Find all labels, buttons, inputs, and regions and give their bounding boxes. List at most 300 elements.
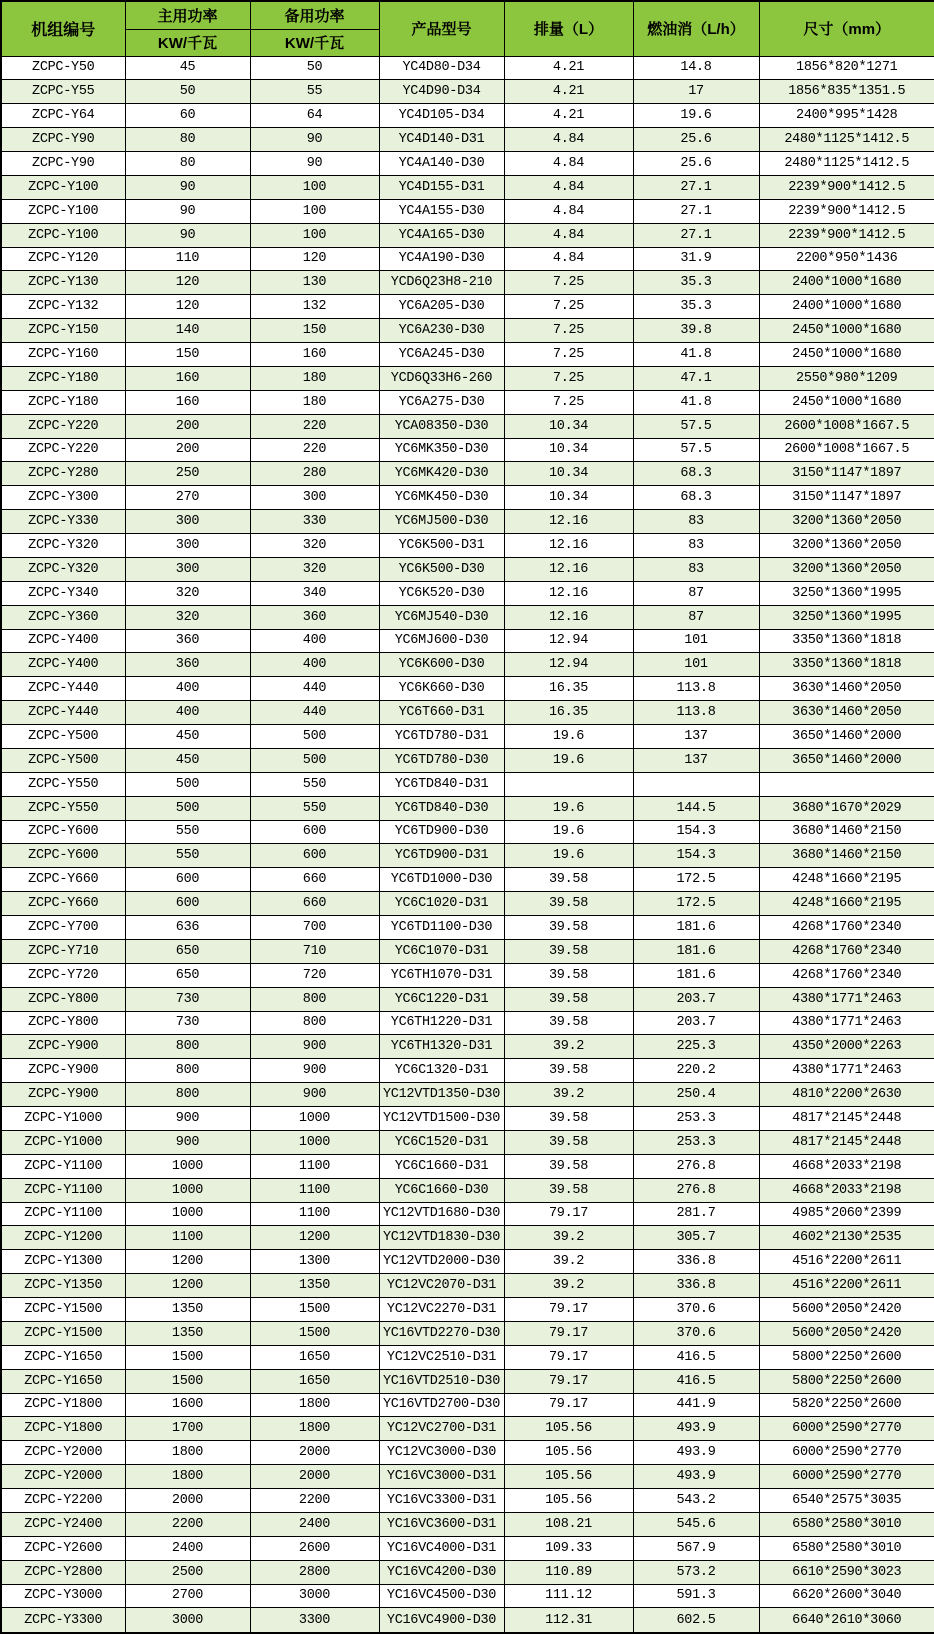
cell-fuel: 87	[633, 581, 759, 605]
cell-main-power: 730	[125, 987, 250, 1011]
cell-unit-id: ZCPC-Y100	[1, 223, 125, 247]
cell-fuel: 57.5	[633, 438, 759, 462]
cell-dimensions: 3680*1460*2150	[759, 844, 934, 868]
table-row	[1, 1130, 934, 1154]
cell-model: YC4D90-D34	[379, 80, 504, 104]
cell-displacement: 12.94	[504, 653, 633, 677]
cell-dimensions: 1856*820*1271	[759, 56, 934, 80]
cell-displacement: 110.89	[504, 1560, 633, 1584]
cell-model: YC12VTD2000-D30	[379, 1250, 504, 1274]
cell-dimensions: 2239*900*1412.5	[759, 175, 934, 199]
table-row	[1, 868, 934, 892]
cell-model: YC16VC3300-D31	[379, 1489, 504, 1513]
cell-standby-power: 600	[250, 820, 379, 844]
cell-standby-power: 500	[250, 748, 379, 772]
cell-model: YC12VC3000-D30	[379, 1441, 504, 1465]
cell-model: YC6TH1220-D31	[379, 1011, 504, 1035]
cell-standby-power: 700	[250, 916, 379, 940]
cell-main-power: 800	[125, 1035, 250, 1059]
table-row	[1, 1441, 934, 1465]
cell-main-power: 1000	[125, 1178, 250, 1202]
cell-displacement: 4.84	[504, 128, 633, 152]
cell-main-power: 1350	[125, 1298, 250, 1322]
table-row	[1, 605, 934, 629]
cell-model: YC6C1020-D31	[379, 892, 504, 916]
cell-displacement: 79.17	[504, 1393, 633, 1417]
table-row	[1, 247, 934, 271]
cell-model: YC4A165-D30	[379, 223, 504, 247]
cell-fuel: 137	[633, 748, 759, 772]
cell-unit-id: ZCPC-Y720	[1, 963, 125, 987]
table-row	[1, 1369, 934, 1393]
cell-displacement: 39.58	[504, 987, 633, 1011]
cell-main-power: 90	[125, 223, 250, 247]
cell-fuel: 305.7	[633, 1226, 759, 1250]
col-header-unit-id: 机组编号	[1, 1, 125, 56]
cell-unit-id: ZCPC-Y1500	[1, 1298, 125, 1322]
cell-dimensions	[759, 772, 934, 796]
cell-main-power: 90	[125, 175, 250, 199]
table-row	[1, 1107, 934, 1131]
cell-standby-power: 710	[250, 939, 379, 963]
cell-unit-id: ZCPC-Y330	[1, 510, 125, 534]
cell-displacement: 19.6	[504, 820, 633, 844]
cell-fuel: 276.8	[633, 1154, 759, 1178]
cell-unit-id: ZCPC-Y360	[1, 605, 125, 629]
cell-main-power: 120	[125, 295, 250, 319]
cell-model: YC6TH1070-D31	[379, 963, 504, 987]
cell-dimensions: 2239*900*1412.5	[759, 223, 934, 247]
cell-standby-power: 220	[250, 414, 379, 438]
cell-displacement: 39.58	[504, 1059, 633, 1083]
cell-main-power: 1000	[125, 1154, 250, 1178]
cell-fuel: 336.8	[633, 1274, 759, 1298]
table-row	[1, 223, 934, 247]
cell-dimensions: 4810*2200*2630	[759, 1083, 934, 1107]
table-row	[1, 1011, 934, 1035]
cell-main-power: 2400	[125, 1536, 250, 1560]
table-row	[1, 1059, 934, 1083]
table-row	[1, 199, 934, 223]
cell-dimensions: 5800*2250*2600	[759, 1345, 934, 1369]
cell-displacement: 79.17	[504, 1345, 633, 1369]
cell-unit-id: ZCPC-Y1350	[1, 1274, 125, 1298]
table-row	[1, 510, 934, 534]
cell-unit-id: ZCPC-Y132	[1, 295, 125, 319]
cell-main-power: 2200	[125, 1512, 250, 1536]
cell-model: YC6C1520-D31	[379, 1130, 504, 1154]
table-row	[1, 653, 934, 677]
cell-standby-power: 440	[250, 677, 379, 701]
cell-displacement	[504, 772, 633, 796]
table-row	[1, 128, 934, 152]
table-row	[1, 1226, 934, 1250]
cell-fuel: 27.1	[633, 223, 759, 247]
cell-standby-power: 2200	[250, 1489, 379, 1513]
table-row	[1, 892, 934, 916]
cell-fuel: 113.8	[633, 701, 759, 725]
cell-unit-id: ZCPC-Y120	[1, 247, 125, 271]
cell-unit-id: ZCPC-Y400	[1, 653, 125, 677]
cell-unit-id: ZCPC-Y400	[1, 629, 125, 653]
cell-fuel: 281.7	[633, 1202, 759, 1226]
cell-main-power: 120	[125, 271, 250, 295]
cell-fuel: 181.6	[633, 963, 759, 987]
cell-standby-power: 90	[250, 128, 379, 152]
cell-dimensions: 4380*1771*2463	[759, 987, 934, 1011]
cell-standby-power: 1800	[250, 1417, 379, 1441]
cell-dimensions: 4380*1771*2463	[759, 1011, 934, 1035]
cell-dimensions: 6540*2575*3035	[759, 1489, 934, 1513]
cell-model: YC6TD1100-D30	[379, 916, 504, 940]
table-row	[1, 629, 934, 653]
cell-standby-power: 100	[250, 223, 379, 247]
table-row	[1, 939, 934, 963]
cell-displacement: 12.16	[504, 534, 633, 558]
cell-unit-id: ZCPC-Y320	[1, 534, 125, 558]
table-row	[1, 844, 934, 868]
cell-displacement: 112.31	[504, 1608, 633, 1633]
cell-dimensions: 2400*1000*1680	[759, 271, 934, 295]
cell-standby-power: 2000	[250, 1465, 379, 1489]
cell-displacement: 7.25	[504, 271, 633, 295]
cell-displacement: 4.84	[504, 199, 633, 223]
cell-dimensions: 5600*2050*2420	[759, 1321, 934, 1345]
cell-dimensions: 2550*980*1209	[759, 366, 934, 390]
cell-standby-power: 3300	[250, 1608, 379, 1633]
cell-model: YC6TD840-D30	[379, 796, 504, 820]
cell-model: YC6C1320-D31	[379, 1059, 504, 1083]
cell-dimensions: 4668*2033*2198	[759, 1154, 934, 1178]
cell-displacement: 39.58	[504, 939, 633, 963]
cell-model: YC6MK420-D30	[379, 462, 504, 486]
cell-displacement: 109.33	[504, 1536, 633, 1560]
cell-fuel: 573.2	[633, 1560, 759, 1584]
table-row	[1, 796, 934, 820]
cell-dimensions: 4268*1760*2340	[759, 963, 934, 987]
cell-main-power: 450	[125, 725, 250, 749]
cell-unit-id: ZCPC-Y2200	[1, 1489, 125, 1513]
cell-unit-id: ZCPC-Y2800	[1, 1560, 125, 1584]
cell-main-power: 80	[125, 152, 250, 176]
cell-dimensions: 4516*2200*2611	[759, 1250, 934, 1274]
cell-model: YC6C1660-D31	[379, 1154, 504, 1178]
cell-main-power: 1500	[125, 1345, 250, 1369]
cell-unit-id: ZCPC-Y440	[1, 701, 125, 725]
cell-dimensions: 3200*1360*2050	[759, 557, 934, 581]
cell-unit-id: ZCPC-Y160	[1, 343, 125, 367]
cell-standby-power: 550	[250, 772, 379, 796]
cell-fuel: 101	[633, 653, 759, 677]
cell-model: YC16VTD2270-D30	[379, 1321, 504, 1345]
cell-unit-id: ZCPC-Y660	[1, 892, 125, 916]
cell-unit-id: ZCPC-Y1500	[1, 1321, 125, 1345]
cell-dimensions: 2480*1125*1412.5	[759, 128, 934, 152]
cell-standby-power: 330	[250, 510, 379, 534]
cell-dimensions: 3350*1360*1818	[759, 629, 934, 653]
cell-model: YC16VC3000-D31	[379, 1465, 504, 1489]
cell-unit-id: ZCPC-Y220	[1, 414, 125, 438]
cell-displacement: 4.84	[504, 223, 633, 247]
cell-dimensions: 5600*2050*2420	[759, 1298, 934, 1322]
cell-displacement: 12.16	[504, 510, 633, 534]
cell-model: YC16VC4500-D30	[379, 1584, 504, 1608]
cell-displacement: 39.58	[504, 1178, 633, 1202]
cell-fuel: 83	[633, 534, 759, 558]
cell-standby-power: 160	[250, 343, 379, 367]
table-row	[1, 1250, 934, 1274]
cell-model: YC6TD780-D31	[379, 725, 504, 749]
cell-main-power: 400	[125, 701, 250, 725]
cell-unit-id: ZCPC-Y90	[1, 128, 125, 152]
table-row	[1, 295, 934, 319]
cell-model: YC4D80-D34	[379, 56, 504, 80]
cell-main-power: 300	[125, 534, 250, 558]
cell-unit-id: ZCPC-Y1800	[1, 1417, 125, 1441]
cell-fuel: 172.5	[633, 892, 759, 916]
cell-main-power: 320	[125, 581, 250, 605]
cell-fuel: 17	[633, 80, 759, 104]
cell-standby-power: 3000	[250, 1584, 379, 1608]
table-row	[1, 343, 934, 367]
cell-fuel: 250.4	[633, 1083, 759, 1107]
cell-main-power: 200	[125, 438, 250, 462]
cell-unit-id: ZCPC-Y90	[1, 152, 125, 176]
table-row	[1, 1298, 934, 1322]
cell-main-power: 650	[125, 963, 250, 987]
cell-dimensions: 2480*1125*1412.5	[759, 152, 934, 176]
cell-dimensions: 3200*1360*2050	[759, 534, 934, 558]
cell-displacement: 4.84	[504, 152, 633, 176]
cell-fuel: 27.1	[633, 175, 759, 199]
cell-main-power: 900	[125, 1130, 250, 1154]
cell-dimensions: 3680*1460*2150	[759, 820, 934, 844]
cell-main-power: 1800	[125, 1465, 250, 1489]
cell-main-power: 90	[125, 199, 250, 223]
table-row	[1, 581, 934, 605]
cell-unit-id: ZCPC-Y180	[1, 366, 125, 390]
cell-model: YC6TD1000-D30	[379, 868, 504, 892]
cell-standby-power: 1100	[250, 1154, 379, 1178]
cell-model: YC6MK350-D30	[379, 438, 504, 462]
cell-displacement: 39.2	[504, 1226, 633, 1250]
cell-fuel: 370.6	[633, 1298, 759, 1322]
table-row	[1, 1536, 934, 1560]
cell-dimensions: 2450*1000*1680	[759, 319, 934, 343]
cell-model: YC16VTD2700-D30	[379, 1393, 504, 1417]
cell-displacement: 10.34	[504, 486, 633, 510]
table-row	[1, 390, 934, 414]
cell-model: YC6C1220-D31	[379, 987, 504, 1011]
table-row	[1, 963, 934, 987]
cell-fuel: 220.2	[633, 1059, 759, 1083]
cell-fuel: 25.6	[633, 128, 759, 152]
cell-unit-id: ZCPC-Y500	[1, 748, 125, 772]
cell-unit-id: ZCPC-Y2600	[1, 1536, 125, 1560]
cell-main-power: 550	[125, 844, 250, 868]
cell-dimensions: 4985*2060*2399	[759, 1202, 934, 1226]
table-row	[1, 414, 934, 438]
cell-fuel: 35.3	[633, 271, 759, 295]
col-header-displacement: 排量（L）	[504, 1, 633, 56]
cell-unit-id: ZCPC-Y2000	[1, 1465, 125, 1489]
cell-standby-power: 1100	[250, 1202, 379, 1226]
cell-main-power: 360	[125, 629, 250, 653]
col-header-dimensions: 尺寸（mm）	[759, 1, 934, 56]
col-subheader-standby-power-unit: KW/千瓦	[250, 29, 379, 56]
cell-dimensions: 4380*1771*2463	[759, 1059, 934, 1083]
cell-dimensions: 4817*2145*2448	[759, 1107, 934, 1131]
table-row	[1, 438, 934, 462]
cell-model: YC16VC3600-D31	[379, 1512, 504, 1536]
cell-fuel: 203.7	[633, 1011, 759, 1035]
cell-dimensions: 3630*1460*2050	[759, 677, 934, 701]
table-row	[1, 1035, 934, 1059]
cell-model: YC4A155-D30	[379, 199, 504, 223]
table-row	[1, 462, 934, 486]
cell-unit-id: ZCPC-Y280	[1, 462, 125, 486]
cell-model: YC12VC2270-D31	[379, 1298, 504, 1322]
cell-model: YC6TH1320-D31	[379, 1035, 504, 1059]
cell-dimensions: 6000*2590*2770	[759, 1441, 934, 1465]
cell-standby-power: 100	[250, 175, 379, 199]
cell-dimensions: 3250*1360*1995	[759, 581, 934, 605]
cell-dimensions: 6620*2600*3040	[759, 1584, 934, 1608]
cell-fuel: 31.9	[633, 247, 759, 271]
cell-displacement: 39.58	[504, 892, 633, 916]
cell-unit-id: ZCPC-Y2400	[1, 1512, 125, 1536]
cell-unit-id: ZCPC-Y600	[1, 820, 125, 844]
cell-standby-power: 1800	[250, 1393, 379, 1417]
cell-fuel: 493.9	[633, 1417, 759, 1441]
cell-fuel	[633, 772, 759, 796]
cell-main-power: 160	[125, 366, 250, 390]
cell-fuel: 41.8	[633, 343, 759, 367]
cell-unit-id: ZCPC-Y900	[1, 1035, 125, 1059]
cell-model: YC6K500-D31	[379, 534, 504, 558]
cell-fuel: 14.8	[633, 56, 759, 80]
col-header-main-power: 主用功率	[125, 1, 250, 29]
cell-main-power: 1700	[125, 1417, 250, 1441]
cell-displacement: 79.17	[504, 1202, 633, 1226]
cell-standby-power: 132	[250, 295, 379, 319]
cell-main-power: 45	[125, 56, 250, 80]
cell-standby-power: 1200	[250, 1226, 379, 1250]
col-header-fuel-consumption: 燃油消（L/h）	[633, 1, 759, 56]
cell-model: YC6TD840-D31	[379, 772, 504, 796]
cell-displacement: 4.84	[504, 247, 633, 271]
cell-model: YC4D105-D34	[379, 104, 504, 128]
cell-model: YC4D140-D31	[379, 128, 504, 152]
cell-model: YC12VC2700-D31	[379, 1417, 504, 1441]
cell-displacement: 4.21	[504, 104, 633, 128]
cell-main-power: 320	[125, 605, 250, 629]
cell-standby-power: 150	[250, 319, 379, 343]
cell-model: YCA08350-D30	[379, 414, 504, 438]
cell-fuel: 68.3	[633, 462, 759, 486]
cell-model: YC4A140-D30	[379, 152, 504, 176]
cell-standby-power: 1650	[250, 1369, 379, 1393]
cell-standby-power: 1650	[250, 1345, 379, 1369]
cell-main-power: 50	[125, 80, 250, 104]
cell-dimensions: 6580*2580*3010	[759, 1536, 934, 1560]
cell-displacement: 12.94	[504, 629, 633, 653]
cell-fuel: 101	[633, 629, 759, 653]
cell-unit-id: ZCPC-Y1100	[1, 1202, 125, 1226]
cell-main-power: 1200	[125, 1250, 250, 1274]
cell-unit-id: ZCPC-Y900	[1, 1083, 125, 1107]
cell-standby-power: 900	[250, 1083, 379, 1107]
table-row	[1, 104, 934, 128]
cell-standby-power: 280	[250, 462, 379, 486]
cell-standby-power: 180	[250, 390, 379, 414]
cell-fuel: 181.6	[633, 939, 759, 963]
cell-dimensions: 2600*1008*1667.5	[759, 414, 934, 438]
cell-unit-id: ZCPC-Y660	[1, 868, 125, 892]
table-row	[1, 486, 934, 510]
cell-displacement: 39.58	[504, 963, 633, 987]
cell-standby-power: 500	[250, 725, 379, 749]
table-row	[1, 56, 934, 80]
cell-fuel: 225.3	[633, 1035, 759, 1059]
table-row	[1, 1393, 934, 1417]
table-row	[1, 701, 934, 725]
cell-standby-power: 55	[250, 80, 379, 104]
cell-standby-power: 300	[250, 486, 379, 510]
cell-displacement: 79.17	[504, 1321, 633, 1345]
cell-standby-power: 2600	[250, 1536, 379, 1560]
cell-main-power: 250	[125, 462, 250, 486]
cell-standby-power: 2800	[250, 1560, 379, 1584]
cell-fuel: 113.8	[633, 677, 759, 701]
cell-displacement: 105.56	[504, 1489, 633, 1513]
cell-standby-power: 1350	[250, 1274, 379, 1298]
table-row	[1, 557, 934, 581]
cell-dimensions: 2400*1000*1680	[759, 295, 934, 319]
cell-dimensions: 5800*2250*2600	[759, 1369, 934, 1393]
cell-fuel: 27.1	[633, 199, 759, 223]
cell-model: YC16VC4200-D30	[379, 1560, 504, 1584]
cell-main-power: 900	[125, 1107, 250, 1131]
cell-model: YC6MK450-D30	[379, 486, 504, 510]
cell-unit-id: ZCPC-Y1100	[1, 1178, 125, 1202]
cell-model: YC6T660-D31	[379, 701, 504, 725]
cell-dimensions: 6580*2580*3010	[759, 1512, 934, 1536]
cell-displacement: 7.25	[504, 366, 633, 390]
cell-dimensions: 5820*2250*2600	[759, 1393, 934, 1417]
cell-dimensions: 3250*1360*1995	[759, 605, 934, 629]
cell-fuel: 83	[633, 510, 759, 534]
cell-model: YC12VTD1500-D30	[379, 1107, 504, 1131]
cell-main-power: 150	[125, 343, 250, 367]
cell-displacement: 16.35	[504, 677, 633, 701]
cell-dimensions: 6000*2590*2770	[759, 1465, 934, 1489]
cell-unit-id: ZCPC-Y320	[1, 557, 125, 581]
cell-main-power: 650	[125, 939, 250, 963]
cell-dimensions: 1856*835*1351.5	[759, 80, 934, 104]
cell-standby-power: 360	[250, 605, 379, 629]
cell-model: YC6K600-D30	[379, 653, 504, 677]
cell-displacement: 7.25	[504, 343, 633, 367]
cell-standby-power: 320	[250, 534, 379, 558]
cell-model: YC12VTD1830-D30	[379, 1226, 504, 1250]
cell-main-power: 500	[125, 796, 250, 820]
cell-main-power: 200	[125, 414, 250, 438]
cell-dimensions: 2600*1008*1667.5	[759, 438, 934, 462]
cell-fuel: 591.3	[633, 1584, 759, 1608]
cell-model: YC4D155-D31	[379, 175, 504, 199]
table-row	[1, 1417, 934, 1441]
